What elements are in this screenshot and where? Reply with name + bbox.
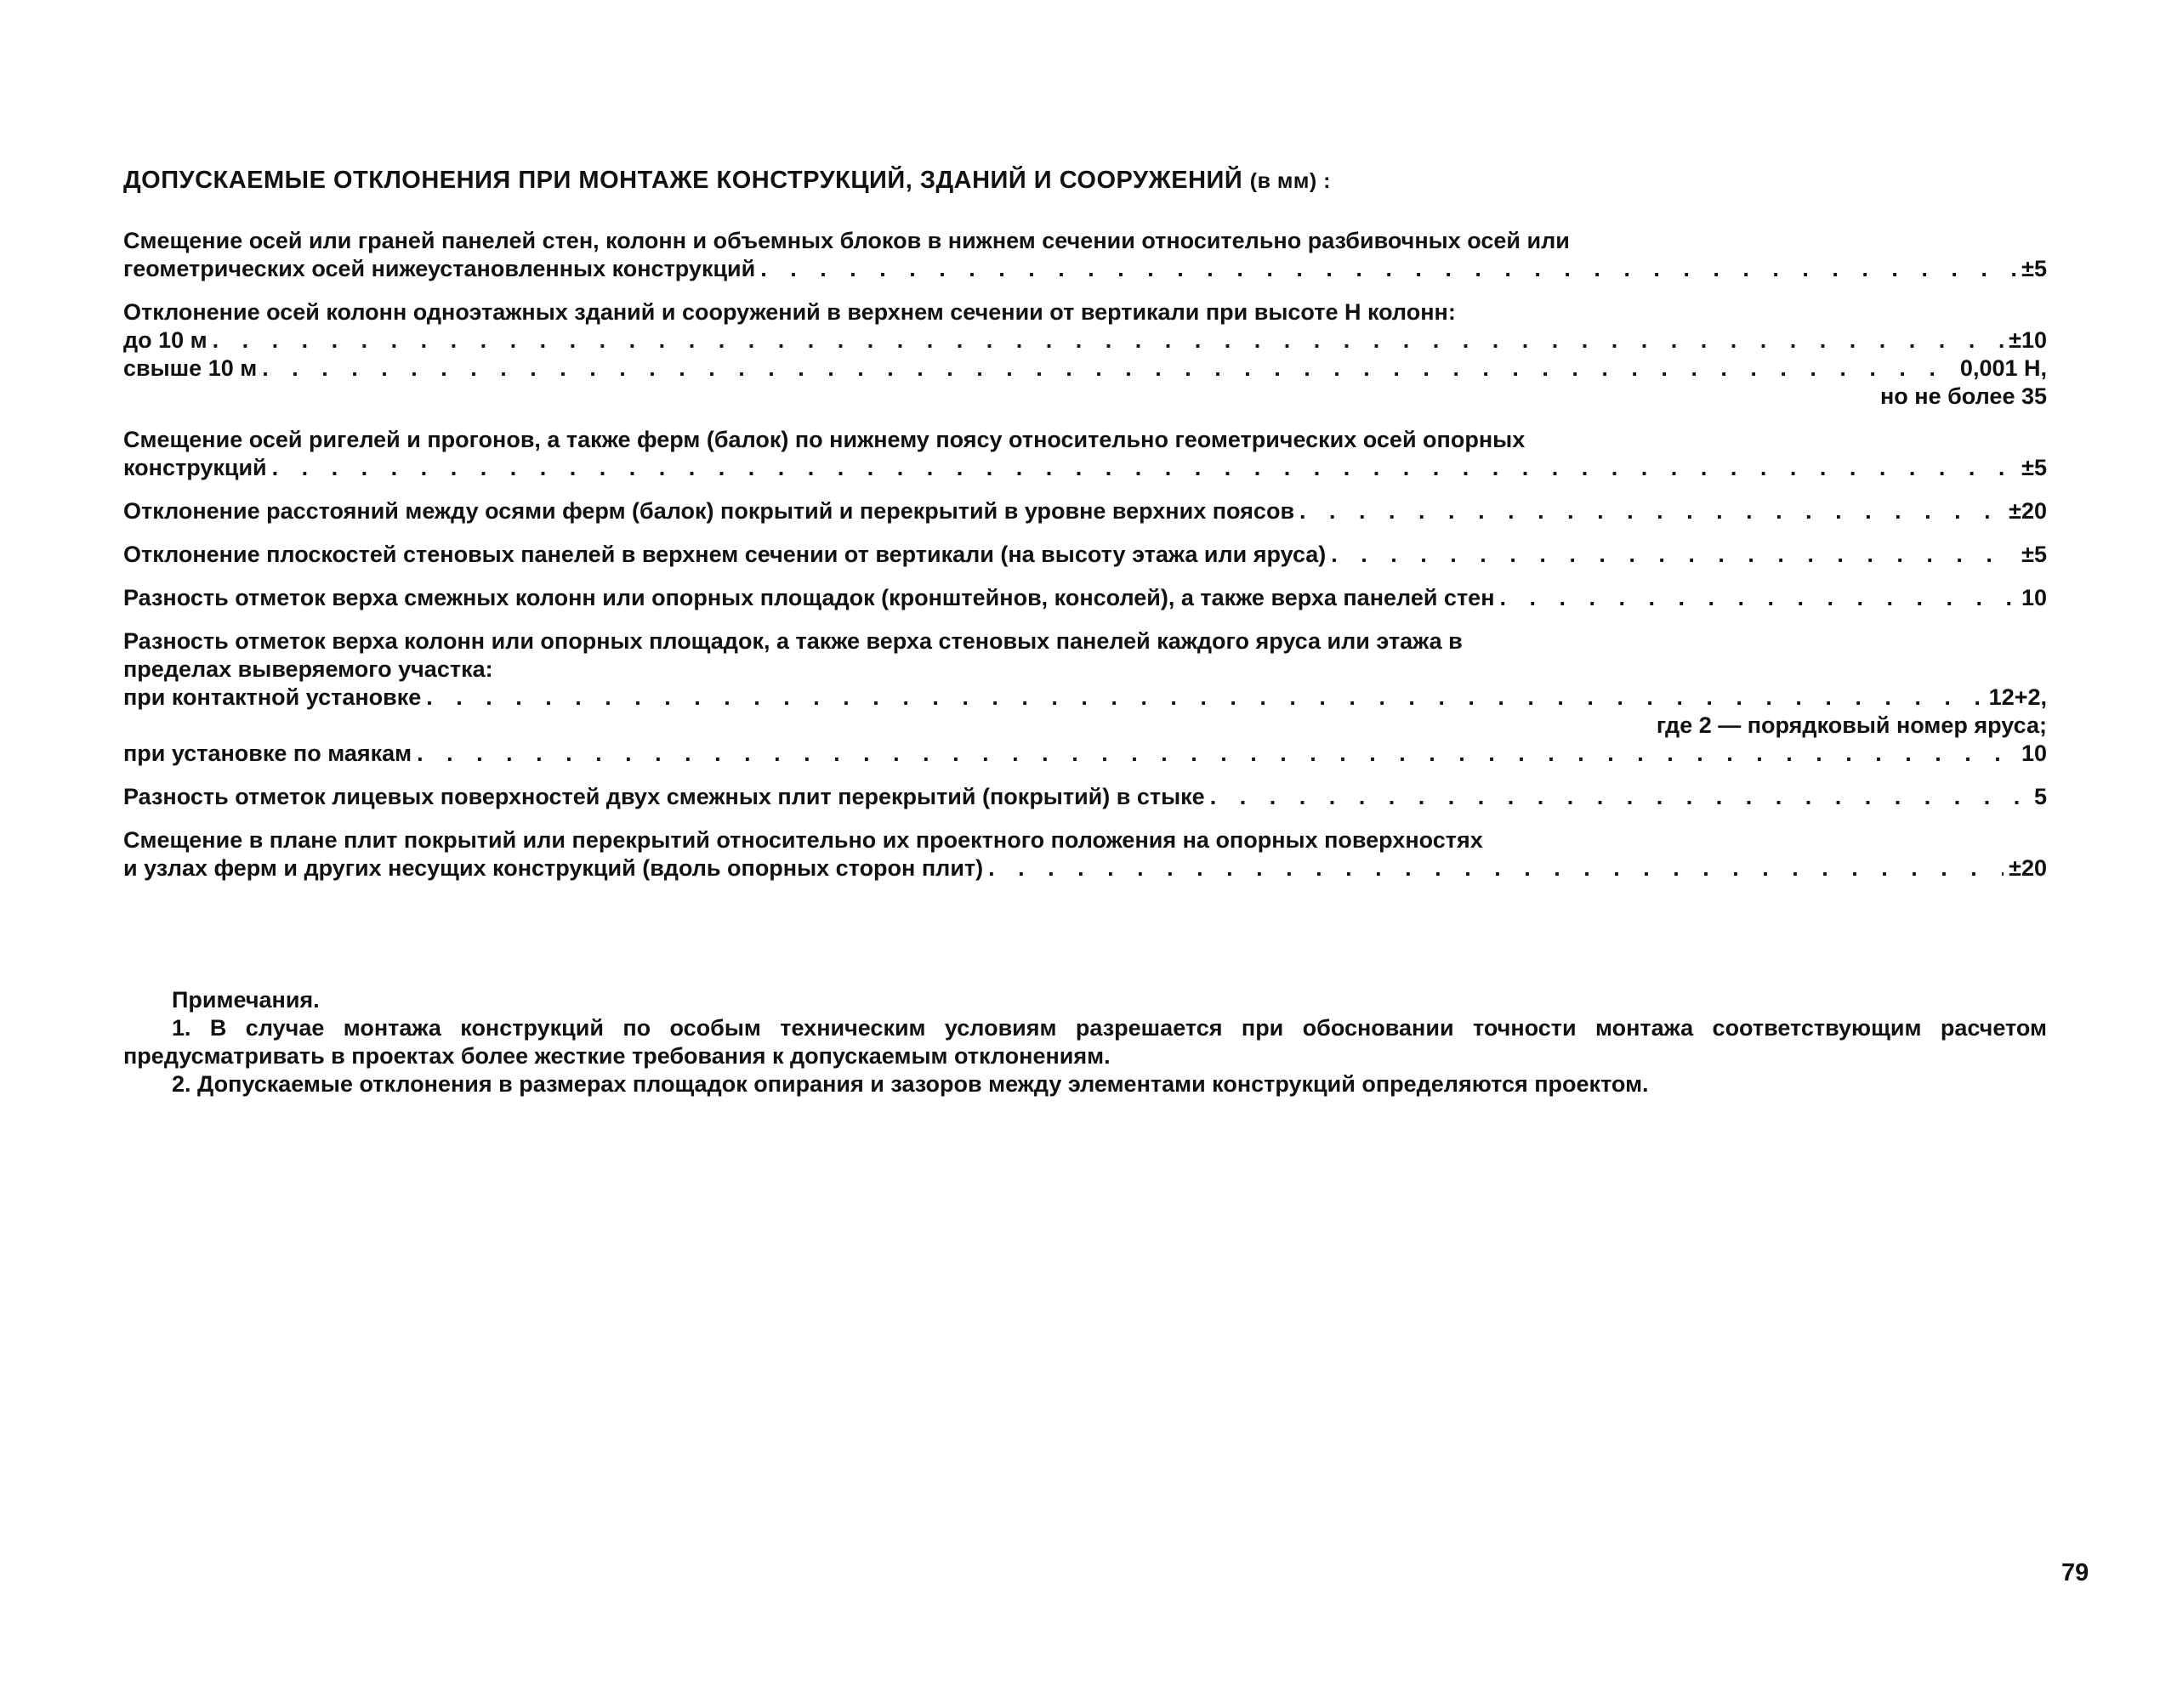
entry-text: пределах выверяемого участка: xyxy=(123,656,493,682)
entry-value: ±5 xyxy=(2021,455,2047,480)
note-item: 2. Допускаемые отклонения в размерах площадок опирания и зазоров между элементами конструкций определяются проектом. xyxy=(172,1071,1649,1097)
dot-leader xyxy=(1299,497,2004,525)
entry-leader-line xyxy=(123,454,2047,482)
entry-value: ±5 xyxy=(2021,542,2047,567)
entry-text: Отклонение расстояний между осями ферм (балок) покрытий и перекрытий в уровне верхних поясов xyxy=(123,498,1295,524)
dot-leader xyxy=(213,326,2004,355)
dot-leader xyxy=(1331,541,2016,569)
dot-leader xyxy=(272,454,2016,482)
entry-leader-line xyxy=(123,584,2047,612)
title-unit: (в мм) : xyxy=(1249,169,1332,193)
entry-text: Смещение осей или граней панелей стен, колонн и объемных блоков в нижнем сечении относительно разбивочных осей или xyxy=(123,228,1570,253)
title-main: ДОПУСКАЕМЫЕ ОТКЛОНЕНИЯ ПРИ МОНТАЖЕ КОНСТРУКЦИЙ, ЗДАНИЙ И СООРУЖЕНИЙ xyxy=(123,167,1243,194)
tolerance-entry xyxy=(123,227,2047,283)
entry-leader-line xyxy=(123,783,2047,811)
entry-value: 12+2, xyxy=(1988,684,2047,710)
dot-leader xyxy=(1500,584,2016,612)
tolerances-section xyxy=(123,167,2047,898)
tolerance-entry xyxy=(123,783,2047,811)
dot-leader xyxy=(988,854,2004,882)
entry-text: Разность отметок верха смежных колонн или опорных площадок (кронштейнов, консолей), а также верха панелей стен xyxy=(123,585,1495,610)
entry-subitem-text: свыше 10 м xyxy=(123,355,258,381)
entry-text: Смещение в плане плит покрытий или перекрытий относительно их проектного положения на опорных поверхностях xyxy=(123,827,1483,853)
entry-subitem-text: при контактной установке xyxy=(123,684,422,710)
dot-leader xyxy=(426,684,1983,712)
entry-text: Отклонение плоскостей стеновых панелей в верхнем сечении от вертикали (на высоту этажа или яруса) xyxy=(123,542,1327,567)
dot-leader xyxy=(417,740,2016,768)
entry-value-note: где 2 — порядковый номер яруса; xyxy=(1656,712,2047,738)
entry-text: Разность отметок лицевых поверхностей двух смежных плит перекрытий (покрытий) в стыке xyxy=(123,784,1205,809)
entry-leader-line xyxy=(123,497,2047,525)
entry-text: геометрических осей нижеустановленных конструкций xyxy=(123,256,756,281)
entry-leader-line xyxy=(123,541,2047,569)
entry-text: Разность отметок верха колонн или опорных площадок, а также верха стеновых панелей каждого яруса или этажа в xyxy=(123,628,1463,654)
entry-leader-line xyxy=(123,326,2047,355)
dot-leader xyxy=(1210,783,2029,811)
entry-value: 5 xyxy=(2033,784,2047,809)
entry-text: конструкций xyxy=(123,455,267,480)
entry-leader-line xyxy=(123,684,2047,712)
tolerance-entry xyxy=(123,826,2047,882)
tolerance-entry xyxy=(123,627,2047,768)
notes-section xyxy=(123,986,2047,1098)
entry-subitem-text: при установке по маякам xyxy=(123,741,412,766)
dot-leader xyxy=(262,355,1955,383)
entry-text: Отклонение осей колонн одноэтажных зданий и сооружений в верхнем сечении от вертикали при высоте Н колонн: xyxy=(123,299,1456,325)
dot-leader xyxy=(760,255,2016,283)
entry-value: ±5 xyxy=(2021,256,2047,281)
entry-leader-line xyxy=(123,854,2047,882)
entry-value: 10 xyxy=(2021,585,2047,610)
entry-value: ±20 xyxy=(2009,498,2047,524)
tolerance-entry xyxy=(123,584,2047,612)
tolerance-entry xyxy=(123,541,2047,569)
entry-value: 0,001 Н, xyxy=(1959,355,2047,381)
entry-text: и узлах ферм и других несущих конструкций (вдоль опорных сторон плит) xyxy=(123,855,984,881)
entry-leader-line xyxy=(123,740,2047,768)
page-number: 79 xyxy=(2061,1559,2089,1586)
tolerance-entry xyxy=(123,426,2047,482)
entry-leader-line xyxy=(123,355,2047,383)
entry-value: ±20 xyxy=(2009,855,2047,881)
entry-value: ±10 xyxy=(2009,327,2047,353)
entry-value: 10 xyxy=(2021,741,2047,766)
tolerance-entry xyxy=(123,298,2047,411)
entry-value-note: но не более 35 xyxy=(1880,383,2047,409)
tolerance-entry xyxy=(123,497,2047,525)
entry-text: Смещение осей ригелей и прогонов, а также ферм (балок) по нижнему поясу относительно геометрических осей опорных xyxy=(123,427,1526,452)
note-item: 1. В случае монтажа конструкций по особым техническим условиям разрешается при обосновании точности монтажа соответствующим расчетом предусматривать в проектах более жесткие требования к допускаемым отклонениям. xyxy=(123,1015,2047,1069)
entry-leader-line xyxy=(123,255,2047,283)
notes-heading: Примечания. xyxy=(172,987,320,1013)
section-title xyxy=(123,167,2047,195)
entry-subitem-text: до 10 м xyxy=(123,327,207,353)
